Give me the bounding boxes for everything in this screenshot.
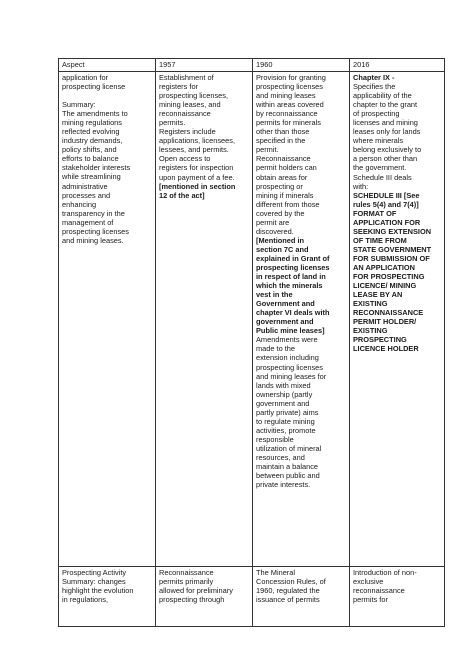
cell-text-line: applicability of the (353, 91, 412, 101)
cell-text-line: exclusive (353, 577, 384, 587)
cell-text-line: leases only for lands (353, 127, 421, 137)
cell-text-line: other than those (256, 127, 310, 137)
cell-text-line: SCHEDULE III [See (353, 190, 420, 200)
cell-text-line: vest in the (256, 290, 293, 300)
cell-text-line: covered by the (256, 208, 305, 218)
cell-text-line: [mentioned in section (159, 181, 236, 191)
cell-text-line: LICENCE/ MINING (353, 281, 417, 291)
cell-text-line: upon payment of a fee. (159, 172, 235, 182)
cell-text-line: Introduction of non- (353, 568, 417, 577)
cell-text-line: highlight the evolution (62, 586, 134, 596)
cell-text-line: Establishment of (159, 73, 214, 82)
cell-text-line: in respect of land in (256, 272, 326, 282)
cell-text-line: STATE GOVERNMENT (353, 244, 432, 254)
cell-text-line: 1960, regulated the (256, 586, 320, 596)
cell-text-line: maintain a balance (256, 462, 319, 472)
cell-text-line: registers for inspection (159, 163, 234, 173)
header-2016: 2016 (350, 59, 445, 72)
cell-text-line: reflected evolving (62, 127, 120, 137)
cell-text-line: EXISTING (353, 299, 388, 309)
cell-text-line: Public mine leases] (256, 326, 325, 336)
cell-text-line: Reconnaissance (159, 568, 214, 577)
cell-text-line: applications, licensees, (159, 136, 236, 146)
cell-text-line: chapter to the grant (353, 100, 418, 110)
cell-text-line: Reconnaissance (256, 154, 311, 164)
cell-text-line: administrative (62, 181, 108, 191)
blank-line (62, 91, 152, 100)
cell-text-line: permits for minerals (256, 118, 321, 128)
cell-aspect (59, 567, 156, 627)
cell-text-line: government and (256, 398, 310, 408)
cell-text-line: LICENCE HOLDER (353, 344, 419, 354)
cell-text-line: Chapter IX - (353, 73, 395, 82)
cell-2016 (350, 72, 445, 567)
cell-text-line: PERMIT HOLDER/ (353, 317, 417, 327)
cell-text-line: FOR PROSPECTING (353, 272, 425, 282)
table-header-row (59, 59, 445, 72)
table-row (59, 567, 445, 627)
cell-text-line: and mining leases. (62, 235, 124, 245)
cell-text-line: resources, and (256, 452, 305, 462)
cell-text-line: activities, promote (256, 425, 316, 435)
cell-text-line: extension including (256, 353, 319, 363)
cell-1957 (156, 567, 253, 627)
cell-text-line: permits for (353, 595, 388, 605)
cell-text-line: of prospecting (353, 109, 400, 119)
cell-text-line: The Mineral (256, 568, 296, 577)
cell-text-line: mining regulations (62, 118, 122, 128)
cell-text-line: LEASE BY AN (353, 290, 403, 300)
cell-aspect (59, 72, 156, 567)
cell-text-line: prospecting license (62, 82, 126, 92)
cell-text-line: EXISTING (353, 326, 388, 336)
cell-text-line: while streamlining (62, 172, 121, 182)
cell-text-line: Concession Rules, of (256, 577, 326, 587)
cell-text-line: section 7C and (256, 244, 309, 254)
cell-text-line: prospecting through (159, 595, 225, 605)
cell-text-line: within areas covered (256, 100, 324, 110)
cell-text-line: prospecting licenses (256, 262, 330, 272)
cell-text-line: obtain areas for (256, 172, 308, 182)
cell-text-line: government and (256, 317, 314, 327)
cell-text-line: APPLICATION FOR (353, 217, 421, 227)
cell-text-line: the government. (353, 163, 407, 173)
cell-text-line: PROSPECTING (353, 335, 407, 345)
cell-text-line: belong exclusively to (353, 145, 422, 155)
cell-text-line: SEEKING EXTENSION (353, 226, 432, 236)
cell-text-line: chapter VI deals with (256, 308, 330, 318)
header-aspect: Aspect (59, 59, 156, 72)
cell-text-line: lessees, and permits. (159, 145, 229, 155)
cell-text-line: ownership (partly (256, 389, 313, 399)
cell-text-line: permit are (256, 217, 290, 227)
cell-text-line: FORMAT OF (353, 208, 397, 218)
cell-text-line: and mining leases (256, 91, 316, 101)
cell-text-line: to regulate mining (256, 416, 315, 426)
cell-text-line: licenses and mining (353, 118, 418, 128)
cell-text-line: between public and (256, 471, 320, 481)
cell-1960 (253, 567, 350, 627)
cell-text-line: permits. (159, 118, 186, 128)
cell-text-line: issuance of permits (256, 595, 320, 605)
cell-text-line: Amendments were (256, 335, 318, 345)
cell-text-line: private interests. (256, 480, 311, 490)
cell-text-line: management of (62, 217, 114, 227)
cell-text-line: Prospecting Activity (62, 568, 127, 577)
cell-text-line: rules 5(4) and 7(4)] (353, 199, 419, 209)
cell-text-line: processes and (62, 190, 111, 200)
comparison-table (58, 58, 445, 627)
cell-text-line: with: (353, 181, 369, 191)
cell-text-line: Government and (256, 299, 315, 309)
cell-text-line: and mining leases for (256, 371, 327, 381)
cell-text-line: prospecting or (256, 181, 303, 191)
cell-text-line: lands with mixed (256, 380, 311, 390)
cell-text-line: discovered. (256, 226, 294, 236)
cell-text-line: reconnaissance (159, 109, 211, 119)
cell-text-line: Summary: changes (62, 577, 126, 587)
cell-text-line: transparency in the (62, 208, 125, 218)
cell-text-line: a person other than (353, 154, 418, 164)
cell-1957 (156, 72, 253, 567)
cell-text-line: prospecting licenses (62, 226, 129, 236)
cell-text-line: Provision for granting (256, 73, 326, 82)
cell-text-line: different from those (256, 199, 320, 209)
cell-text-line: OF TIME FROM (353, 235, 407, 245)
cell-text-line: utilization of mineral (256, 443, 322, 453)
cell-text-line: stakeholder interests (62, 163, 131, 173)
cell-text-line: efforts to balance (62, 154, 119, 164)
cell-text-line: explained in Grant of (256, 253, 330, 263)
cell-text-line: which the minerals (256, 281, 323, 291)
cell-text-line: where minerals (353, 136, 404, 146)
cell-text-line: responsible (256, 434, 294, 444)
cell-text-line: AN APPLICATION (353, 262, 415, 272)
header-1960: 1960 (253, 59, 350, 72)
cell-text-line: prospecting licenses, (159, 91, 229, 101)
cell-text-line: in regulations, (62, 595, 109, 605)
cell-text-line: prospecting licenses (256, 362, 323, 372)
cell-text-line: Summary: (62, 100, 96, 110)
cell-text-line: RECONNAISSANCE (353, 308, 424, 318)
cell-text-line: registers for (159, 82, 199, 92)
cell-text-line: enhancing (62, 199, 97, 209)
cell-text-line: specified in the (256, 136, 306, 146)
cell-text-line: industry demands, (62, 136, 123, 146)
cell-text-line: application for (62, 73, 109, 82)
cell-text-line: made to the (256, 344, 296, 354)
cell-text-line: prospecting licenses (256, 82, 323, 92)
cell-2016 (350, 567, 445, 627)
cell-text-line: [Mentioned in (256, 235, 305, 245)
cell-text-line: partly private) aims (256, 407, 319, 417)
header-1957: 1957 (156, 59, 253, 72)
cell-text-line: Schedule III deals (353, 172, 412, 182)
cell-1960 (253, 72, 350, 567)
cell-text-line: permit. (256, 145, 279, 155)
cell-text-line: The amendments to (62, 109, 128, 119)
cell-text-line: allowed for preliminary (159, 586, 233, 596)
cell-text-line: by reconnaissance (256, 109, 318, 119)
cell-text-line: Open access to (159, 154, 211, 164)
cell-text-line: reconnaissance (353, 586, 405, 596)
cell-text-line: Registers include (159, 127, 216, 137)
cell-text-line: FOR SUBMISSION OF (353, 253, 430, 263)
cell-text-line: permit holders can (256, 163, 317, 173)
cell-text-line: Specifies the (353, 82, 396, 92)
cell-text-line: policy shifts, and (62, 145, 117, 155)
cell-text-line: mining if minerals (256, 190, 314, 200)
cell-text-line: mining leases, and (159, 100, 221, 110)
cell-text-line: 12 of the act] (159, 190, 205, 200)
cell-text-line: permits primarily (159, 577, 214, 587)
table-row (59, 72, 445, 567)
